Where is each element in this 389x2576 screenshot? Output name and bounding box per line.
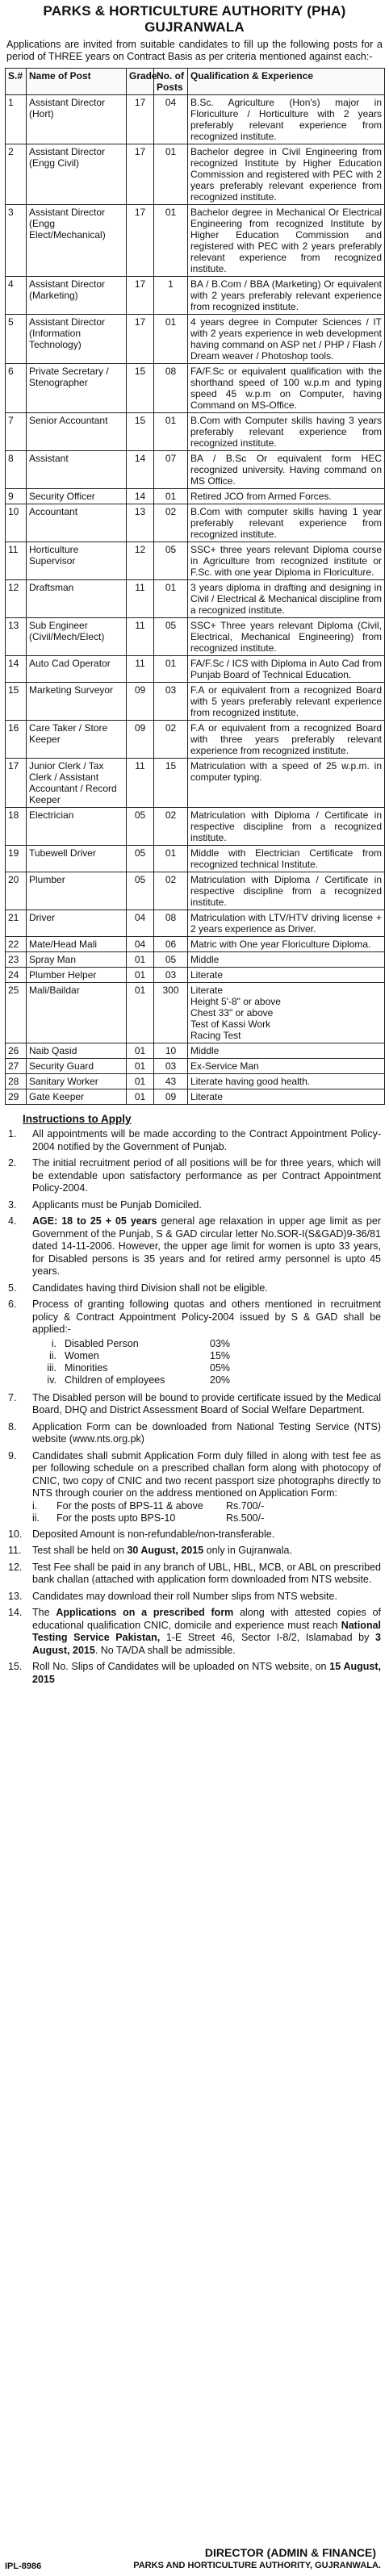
table-row [6,721,385,759]
col-header-sn: S.# [6,69,27,95]
cell-posts: 10 [154,1043,188,1059]
posts-table-body [6,95,385,1105]
footer [0,2546,389,2571]
cell-post: Marketing Surveyor [27,683,127,721]
cell-post: Junior Clerk / Tax Clerk / Assistant Accountant / Record Keeper [27,759,127,808]
col-header-qualification: Qualification & Experience [188,69,385,95]
cell-posts: 03 [154,968,188,983]
cell-qualification: Matriculation with a speed of 25 w.p.m. in computer typing. [188,759,385,808]
instruction-text: The initial recruitment period of all positions will be for three years, which will be extendable upon satisfactory performance as per Contract Appointment Policy-2004. [32,1157,381,1194]
instruction-text: The Disabled person will be bound to provide certificate issued by the Medical Board, DHQ and District Assessment Board of Social Welfare Department. [32,1391,381,1416]
cell-post: Horticulture Supervisor [27,542,127,580]
cell-posts: 01 [154,580,188,618]
cell-grade: 01 [127,952,154,968]
cell-post: Plumber [27,872,127,910]
cell-sn: 25 [6,983,27,1043]
instruction-text: Candidates may download their roll Number slips from NTS website. [32,1590,337,1602]
cell-grade: 13 [127,504,154,542]
instruction-text: Process of granting following quotas and others mentioned in recruitment policy & Contract Appointment Policy-2004 issued by S & GAD shall be applied:- [32,1298,381,1335]
instruction-item: 4. AGE: 18 to 25 + 05 years general age relaxation in upper age limit as per Government of the Punjab, S & GAD circular letter No.SOR-I(S&GAD)9-36/81 dated 14-11-2006. However, the upper age limit for women is upto 33 years, for Disabled persons is 35 years and for retired army personnel is upto 45 years. [8,1215,381,1277]
table-row [6,1089,385,1105]
cell-posts: 04 [154,95,188,144]
cell-sn: 3 [6,205,27,277]
cell-posts: 05 [154,952,188,968]
cell-qualification: FA/F.Sc / ICS with Diploma in Auto Cad from Punjab Board of Technical Education. [188,656,385,683]
title-line-1: PARKS & HORTICULTURE AUTHORITY (PHA) [43,3,346,19]
cell-sn: 4 [6,277,27,315]
cell-post: Private Secretary / Stenographer [27,364,127,413]
cell-posts: 09 [154,1089,188,1105]
cell-posts: 01 [154,205,188,277]
cell-post: Security Officer [27,489,127,504]
cell-grade: 09 [127,721,154,759]
cell-grade: 01 [127,1059,154,1074]
table-row [6,413,385,451]
table-row [6,808,385,846]
cell-qualification: Matriculation with Diploma / Certificate in respective discipline from a recognized institute. [188,808,385,846]
cell-posts: 01 [154,144,188,205]
cell-qualification: Literate [188,1089,385,1105]
cell-grade: 11 [127,656,154,683]
cell-posts: 06 [154,937,188,952]
table-row [6,1059,385,1074]
cell-qualification: B.Com with Computer skills having 3 years preferably relevant experience from recognized institute. [188,413,385,451]
cell-sn: 17 [6,759,27,808]
cell-grade: 17 [127,277,154,315]
instruction-item: 13. Candidates may download their roll Number slips from NTS website. [5,1591,381,1604]
cell-post: Driver [27,910,127,937]
cell-sn: 22 [6,937,27,952]
cell-post: Assistant [27,451,127,489]
cell-qualification: Retired JCO from Armed Forces. [188,489,385,504]
deadline-date: 3 August, 2015 [32,1632,381,1656]
instruction-item: 7. The Disabled person will be bound to provide certificate issued by the Medical Board, DHQ and District Assessment Board of Social Welfare Department. [8,1391,381,1416]
instruction-item: 14. The Applications on a prescribed form along with attested copies of educational qualification CNIC, domicile and experience must reach National Testing Service Pakistan, 1-E Street 46, Sector I-8/2, Islamabad by 3 August, 2015. No TA/DA shall be admissible. [8,1607,381,1656]
cell-post: Care Taker / Store Keeper [27,721,127,759]
title-line-2: GUJRANWALA [144,19,245,35]
cell-post: Plumber Helper [27,968,127,983]
cell-post: Assistant Director (Hort) [27,95,127,144]
cell-qualification: Matriculation with Diploma / Certificate in respective discipline from a recognized institute. [188,872,385,910]
cell-posts: 02 [154,808,188,846]
cell-grade: 12 [127,542,154,580]
table-row [6,872,385,910]
cell-qualification: Middle [188,952,385,968]
cell-qualification: BA / B.Com / BBA (Marketing) Or equivalent with 2 years preferably relevant experience from recognized institute. [188,277,385,315]
cell-qualification: F.A or equivalent from a recognized Board with three years preferably relevant experience from recognized institute. [188,721,385,759]
table-row [6,315,385,364]
cell-grade: 09 [127,683,154,721]
cell-post: Sub Engineer (Civil/Mech/Elect) [27,618,127,656]
cell-posts: 1 [154,277,188,315]
cell-posts: 02 [154,504,188,542]
cell-post: Electrician [27,808,127,846]
cell-post: Assistant Director (Marketing) [27,277,127,315]
cell-qualification: Literate Height 5'-8" or above Chest 33" or above Test of Kassi Work Racing Test [188,983,385,1043]
cell-post: Mate/Head Mali [27,937,127,952]
cell-qualification: Literate [188,968,385,983]
table-row [6,542,385,580]
instruction-item: 11. Test shall be held on 30 August, 2015 only in Gujranwala. [8,1545,292,1556]
cell-sn: 28 [6,1074,27,1089]
director-title: DIRECTOR (ADMIN & FINANCE) [204,2546,376,2559]
cell-sn: 29 [6,1089,27,1105]
cell-posts: 01 [154,489,188,504]
test-date: 30 August, 2015 [127,1545,204,1556]
cell-grade: 01 [127,1074,154,1089]
instruction-text: Deposited Amount is non-refundable/non-transferable. [32,1528,275,1540]
cell-sn: 20 [6,872,27,910]
cell-posts: 03 [154,1059,188,1074]
age-limit: AGE: 18 to 25 + 05 years [32,1215,157,1227]
instruction-item: 1. All appointments will be made according to the Contract Appointment Policy-2004 notified by the Government of Punjab. [8,1128,381,1152]
cell-qualification: SSC+ Three years relevant Diploma (Civil, Electrical, Mechanical Engineering) from recognized institute. [188,618,385,656]
cell-sn: 15 [6,683,27,721]
cell-grade: 05 [127,808,154,846]
cell-sn: 11 [6,542,27,580]
cell-post: Gate Keeper [27,1089,127,1105]
cell-post: Assistant Director (Information Technology) [27,315,127,364]
table-row [6,1043,385,1059]
page-title [5,0,384,36]
cell-sn: 14 [6,656,27,683]
cell-qualification: SSC+ three years relevant Diploma course in Agriculture from recognized institute or F.Sc. with one year Diploma in Floriculture. [188,542,385,580]
table-row [6,618,385,656]
instruction-item: 6. Process of granting following quotas and others mentioned in recruitment policy & Contract Appointment Policy-2004 issued by S & GAD shall be applied:- i. Disabled Person 03% ii. Women 15% iii. Minorities 05% iv. Children of employees 20% [8,1298,381,1386]
cell-grade: 17 [127,144,154,205]
cell-posts: 15 [154,759,188,808]
cell-post: Assistant Director (Engg Elect/Mechanical) [27,205,127,277]
cell-qualification: 3 years diploma in drafting and designing in Civil / Electrical & Mechanical discipline from a recognized institute. [188,580,385,618]
cell-posts: 43 [154,1074,188,1089]
instruction-text: Candidates having third Division shall not be eligible. [32,1282,268,1294]
table-row [6,968,385,983]
instruction-text: Application Form can be downloaded from National Testing Service (NTS) website (www.nts.org.pk) [32,1420,381,1445]
cell-sn: 18 [6,808,27,846]
cell-post: Assistant Director (Engg Civil) [27,144,127,205]
cell-qualification: Bachelor degree in Mechanical Or Electrical Engineering from recognized Institute by Higher Education Commission and registered with PEC with 2 years preferably relevant experience from recognized institute. [188,205,385,277]
cell-post: Mali/Baildar [27,983,127,1043]
quota-row: iii. Minorities 05% [47,1361,231,1374]
cell-posts: 08 [154,910,188,937]
cell-post: Security Guard [27,1059,127,1074]
table-row [6,95,385,144]
cell-posts: 300 [154,983,188,1043]
instruction-item: 15. Roll No. Slips of Candidates will be uploaded on NTS website, on 15 August, 2015 [8,1661,381,1685]
table-row [6,846,385,872]
cell-grade: 11 [127,618,154,656]
cell-posts: 05 [154,618,188,656]
cell-grade: 15 [127,364,154,413]
cell-qualification: F.A or equivalent from a recognized Board with 5 years preferably relevant experience from recognized institute. [188,683,385,721]
cell-qualification: 4 years degree in Computer Sciences / IT with 2 years experience in web development having command on ASP net / PHP / Flash / Dream weaver / Photoshop tools. [188,315,385,364]
cell-grade: 17 [127,315,154,364]
instruction-item: 12. Test Fee shall be paid in any branch of UBL, HBL, MCB, or ABL on prescribed bank challan (attached with application form downloaded from NTS website. [8,1561,381,1585]
cell-sn: 26 [6,1043,27,1059]
cell-sn: 24 [6,968,27,983]
cell-grade: 01 [127,983,154,1043]
table-header-row [6,69,385,95]
cell-posts: 07 [154,451,188,489]
cell-sn: 10 [6,504,27,542]
cell-sn: 27 [6,1059,27,1074]
instruction-text: Candidates shall submit Application Form duly filled in along with test fee as per following schedule on a prescribed challan form along with photocopy of CNIC, two copy of CNIC and two recent passport size photographs directly to NTS through courier on the address mentioned on Application Form: [32,1449,381,1499]
table-row [6,910,385,937]
cell-post: Accountant [27,504,127,542]
cell-qualification: Ex-Service Man [188,1059,385,1074]
cell-post: Senior Accountant [27,413,127,451]
instruction-item: 10. Deposited Amount is non-refundable/non-transferable. [5,1528,381,1541]
table-row [6,277,385,315]
cell-grade: 01 [127,1043,154,1059]
instruction-item: 5. Candidates having third Division shall not be eligible. [5,1282,381,1295]
cell-grade: 11 [127,759,154,808]
quota-list [32,1338,381,1386]
cell-posts: 08 [154,364,188,413]
posts-table [5,68,385,1105]
instruction-text: All appointments will be made according to the Contract Appointment Policy-2004 notified by the Government of Punjab. [32,1128,381,1152]
cell-qualification: Middle [188,1043,385,1059]
fee-list [32,1500,381,1524]
cell-posts: 01 [154,413,188,451]
cell-post: Auto Cad Operator [27,656,127,683]
table-row [6,656,385,683]
cell-sn: 21 [6,910,27,937]
nts-address: National Testing Service Pakistan, [32,1619,381,1643]
cell-grade: 04 [127,910,154,937]
table-row [6,983,385,1043]
cell-sn: 12 [6,580,27,618]
fee-row: ii. For the posts upto BPS-10 Rs.500/- [32,1512,265,1524]
table-row [6,504,385,542]
cell-sn: 23 [6,952,27,968]
table-row [6,489,385,504]
cell-posts: 01 [154,846,188,872]
table-row [6,952,385,968]
instructions-list [5,1128,381,1686]
cell-posts: 05 [154,542,188,580]
cell-grade: 05 [127,846,154,872]
cell-grade: 11 [127,580,154,618]
table-row [6,683,385,721]
table-row [6,937,385,952]
intro-text: Applications are invited from suitable candidates to fill up the following posts for a period of THREE years on Contract Basis as per criteria mentioned against each:- [6,39,383,62]
table-row [6,759,385,808]
cell-qualification: FA/F.Sc or equivalent qualification with the shorthand speed of 100 w.p.m and typing speed 45 w.p.m on Computer, having Command on MS-Office. [188,364,385,413]
instruction-item: 2. The initial recruitment period of all positions will be for three years, which will be extendable upon satisfactory performance as per Contract Appointment Policy-2004. [8,1157,381,1194]
cell-grade: 14 [127,489,154,504]
fee-row: i. For the posts of BPS-11 & above Rs.700/- [32,1499,265,1512]
cell-sn: 19 [6,846,27,872]
cell-post: Draftsman [27,580,127,618]
cell-qualification: Middle with Electrician Certificate from recognized technical Institute. [188,846,385,872]
cell-sn: 13 [6,618,27,656]
table-row [6,364,385,413]
instruction-item: 3. Applicants must be Punjab Domiciled. [5,1199,381,1212]
table-row [6,451,385,489]
cell-sn: 9 [6,489,27,504]
quota-row: i. Disabled Person 03% [51,1337,231,1349]
table-row [6,1074,385,1089]
cell-qualification: Matriculation with LTV/HTV driving license + 2 years experience as Driver. [188,910,385,937]
cell-post: Tubewell Driver [27,846,127,872]
cell-grade: 04 [127,937,154,952]
cell-posts: 01 [154,315,188,364]
roll-slip-date: 15 August, 2015 [32,1661,381,1685]
cell-qualification: B.Com with computer skills having 1 year preferably relevant experience from recognized institute. [188,504,385,542]
age-details: general age relaxation in upper age limit as per Government of the Punjab, S & GAD circular letter No.SOR-I(S&GAD)9-36/81 dated 14-11-2006. However, the upper age limit for women is upto 33 years, for Disabled persons is 35 years and for retired army personnel is upto 45 years. [32,1215,381,1277]
cell-grade: 17 [127,95,154,144]
cell-qualification: Literate having good health. [188,1074,385,1089]
cell-posts: 02 [154,872,188,910]
instruction-item: 9. Candidates shall submit Application Form duly filled in along with test fee as per following schedule on a prescribed challan form along with photocopy of CNIC, two copy of CNIC and two recent passport size photographs directly to NTS through courier on the address mentioned on Application Form: i. For the posts of BPS-11 & above Rs.700/- ii. For the posts upto BPS-10 Rs.500/- [8,1449,381,1524]
cell-sn: 7 [6,413,27,451]
cell-post: Sanitary Worker [27,1074,127,1089]
cell-qualification: Matric with One year Floriculture Diploma. [188,937,385,952]
quota-row: iv. Children of employees 20% [47,1374,231,1386]
instruction-text: Test Fee shall be paid in any branch of UBL, HBL, MCB, or ABL on prescribed bank challan (attached with application form downloaded from NTS website. [32,1561,381,1585]
col-header-grade: Grade [127,69,154,95]
cell-qualification: Bachelor degree in Civil Engineering from recognized Institute by Higher Education Commission and registered with PEC with 2 years preferably relevant experience from recognized institute. [188,144,385,205]
ipl-number: IPL-8986 [5,2561,42,2571]
cell-posts: 03 [154,683,188,721]
cell-grade: 15 [127,413,154,451]
instruction-item: 8. Application Form can be downloaded from National Testing Service (NTS) website (www.nts.org.pk) [8,1420,381,1445]
cell-post: Naib Qasid [27,1043,127,1059]
cell-sn: 16 [6,721,27,759]
cell-posts: 01 [154,656,188,683]
cell-sn: 1 [6,95,27,144]
table-row [6,580,385,618]
table-row [6,144,385,205]
cell-post: Spray Man [27,952,127,968]
cell-grade: 05 [127,872,154,910]
cell-sn: 2 [6,144,27,205]
instruction-text: Applicants must be Punjab Domiciled. [32,1198,202,1211]
cell-posts: 02 [154,721,188,759]
cell-grade: 01 [127,968,154,983]
cell-grade: 14 [127,451,154,489]
col-header-posts: No. of Posts [154,69,188,95]
quota-row: ii. Women 15% [48,1349,231,1361]
cell-qualification: BA / B.Sc Or equivalent form HEC recognized university. Having command on MS Office. [188,451,385,489]
cell-qualification: B.Sc. Agriculture (Hon's) major in Floriculture / Horticulture with 2 years preferably relevant experience from recognized institute. [188,95,385,144]
cell-sn: 8 [6,451,27,489]
cell-sn: 6 [6,364,27,413]
table-row [6,205,385,277]
cell-grade: 01 [127,1089,154,1105]
authority-name: PARKS AND HORTICULTURE AUTHORITY, GUJRANWALA. [133,2561,381,2570]
instructions-title: Instructions to Apply [23,1113,132,1125]
col-header-post: Name of Post [27,69,127,95]
cell-sn: 5 [6,315,27,364]
cell-grade: 17 [127,205,154,277]
